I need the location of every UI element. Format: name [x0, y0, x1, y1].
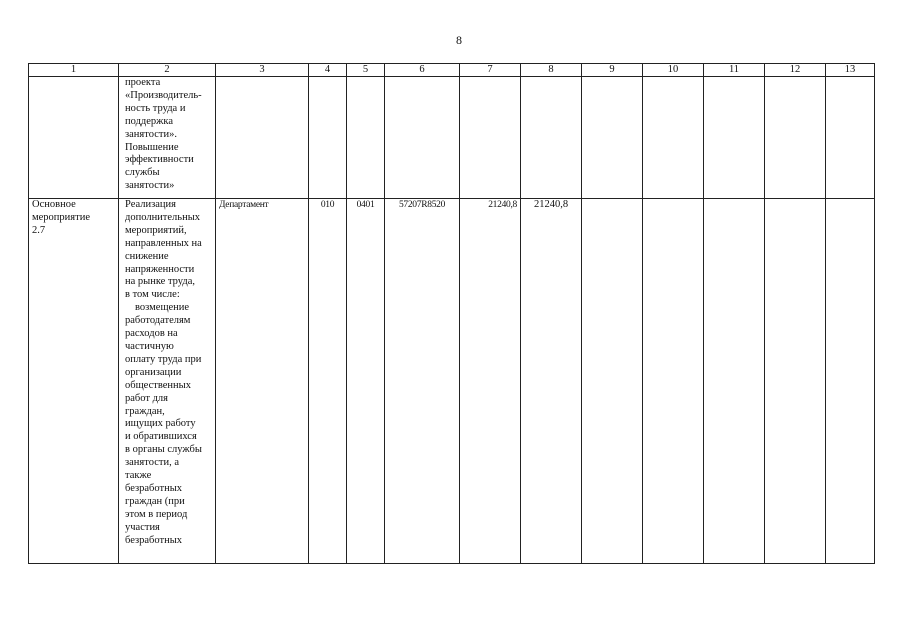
- text-line: граждан (при: [125, 495, 185, 507]
- text-line: эффективности: [125, 154, 194, 166]
- table-cell: [826, 199, 875, 564]
- text-line: Повышение: [125, 141, 179, 153]
- text-line: «Производитель-: [125, 89, 202, 101]
- project-name-continuation: [119, 77, 216, 199]
- table-cell: [347, 77, 385, 199]
- table-cell: [582, 77, 643, 199]
- text-line: службы: [125, 167, 160, 179]
- text-line: возмещение: [135, 302, 190, 314]
- activity-description-cell: [119, 199, 216, 564]
- text-line: безработных: [125, 534, 183, 546]
- target-article-cell: 57207R8520: [385, 199, 460, 564]
- text-line: в том числе:: [125, 289, 180, 301]
- text-line: Реализация: [125, 199, 176, 210]
- table-row: [29, 77, 875, 199]
- text-line: занятости».: [125, 128, 177, 140]
- responsible-executor-cell: Департамент: [216, 199, 309, 564]
- column-header: 5: [347, 64, 385, 77]
- text-line: поддержка: [125, 115, 174, 127]
- column-header: 11: [704, 64, 765, 77]
- table-cell: [765, 77, 826, 199]
- column-header: 9: [582, 64, 643, 77]
- table-cell: [826, 77, 875, 199]
- text-line: напряженности: [125, 263, 195, 275]
- column-header: 1: [29, 64, 119, 77]
- text-line: работодателям: [125, 315, 191, 327]
- text-line: расходов на: [125, 328, 178, 340]
- text-line: мероприятий,: [125, 224, 187, 236]
- header-row: [29, 64, 875, 77]
- amount-cell: 21240,8: [521, 199, 582, 564]
- page-number: 8: [456, 33, 462, 47]
- column-header: 8: [521, 64, 582, 77]
- text-line: мероприятие: [32, 211, 90, 223]
- text-line: ищущих работу: [125, 418, 196, 430]
- table-cell: [216, 77, 309, 199]
- table-cell: [643, 199, 704, 564]
- table-cell: [309, 77, 347, 199]
- text-line: граждан,: [125, 405, 165, 417]
- table-cell: [29, 77, 119, 199]
- table-cell: [704, 199, 765, 564]
- column-header: 7: [460, 64, 521, 77]
- table-cell: [521, 77, 582, 199]
- text-line: в органы службы: [125, 444, 202, 456]
- table-cell: [643, 77, 704, 199]
- activity-number-cell: [29, 199, 119, 564]
- text-line: проекта: [125, 77, 161, 88]
- column-header: 10: [643, 64, 704, 77]
- text-line: снижение: [125, 250, 169, 262]
- column-header: 12: [765, 64, 826, 77]
- grbs-code-cell: 010: [309, 199, 347, 564]
- text-line: дополнительных: [125, 211, 201, 223]
- text-line: и обратившихся: [125, 431, 197, 443]
- text-line: направленных на: [125, 237, 202, 249]
- text-line: занятости»: [125, 180, 175, 192]
- text-line: частичную: [125, 340, 174, 352]
- table-cell: [704, 77, 765, 199]
- text-line: Основное: [32, 199, 76, 210]
- table-row: [29, 199, 875, 564]
- text-line: на рынке труда,: [125, 276, 195, 288]
- text-line: 2.7: [32, 224, 46, 236]
- text-line: работ для: [125, 392, 168, 404]
- text-line: занятости, а: [125, 457, 179, 469]
- text-line: общественных: [125, 379, 191, 391]
- text-line: также: [125, 470, 152, 482]
- column-header: 3: [216, 64, 309, 77]
- text-line: ность труда и: [125, 102, 186, 114]
- table-cell: [385, 77, 460, 199]
- text-line: безработных: [125, 482, 183, 494]
- section-code-cell: 0401: [347, 199, 385, 564]
- table-cell: [582, 199, 643, 564]
- column-header: 6: [385, 64, 460, 77]
- text-line: участия: [125, 521, 160, 533]
- table-cell: [460, 77, 521, 199]
- text-line: этом в период: [125, 508, 188, 520]
- table-cell: [765, 199, 826, 564]
- text-line: оплату труда при: [125, 353, 202, 365]
- column-header: 4: [309, 64, 347, 77]
- column-header: 2: [119, 64, 216, 77]
- amount-cell: 21240,8: [460, 199, 521, 564]
- budget-table: [28, 63, 875, 564]
- column-header: 13: [826, 64, 875, 77]
- text-line: организации: [125, 366, 182, 378]
